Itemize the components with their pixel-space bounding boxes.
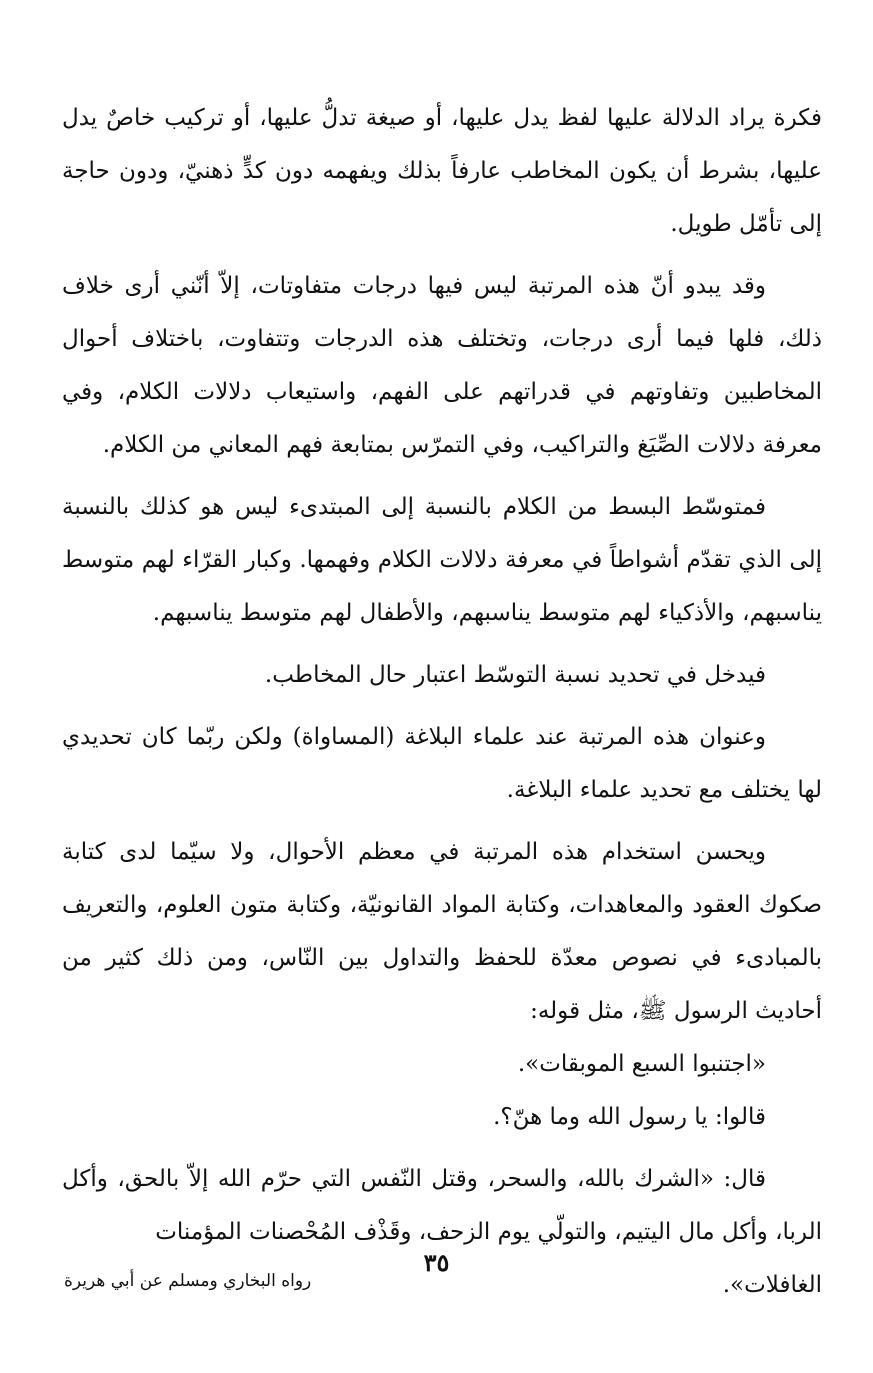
hadith-source-note: رواه البخاري ومسلم عن أبي هريرة xyxy=(64,1271,312,1291)
paragraph-3: فمتوسّط البسط من الكلام بالنسبة إلى المبتدىء ليس هو كذلك بالنسبة إلى الذي تقدّم أشواطاً في معرفة دلالات الكلام وفهمها. وكبار القرّاء لهم متوسط يناسبهم، والأذكياء لهم متوسط يناسبهم، والأطفال لهم متوسط يناسبهم. xyxy=(62,494,822,626)
paragraph-4: فيدخل في تحديد نسبة التوسّط اعتبار حال المخاطب. xyxy=(264,662,766,688)
paragraph-6: ويحسن استخدام هذه المرتبة في معظم الأحوال، ولا سيّما لدى كتابة صكوك العقود والمعاهدات، وكتابة المواد القانونيّة، وكتابة متون العلوم، والتعريف بالمبادىء في نصوص معدّة للحفظ والتداول بين النّاس، ومن ذلك كثير من أحاديث الرسول ﷺ، مثل قوله: xyxy=(62,839,822,1024)
page-body xyxy=(62,92,822,1312)
paragraph-1: فكرة يراد الدلالة عليها لفظ يدل عليها، أو صيغة تدلُّ عليها، أو تركيب خاصٌ يدل عليها، بشرط أن يكون المخاطب عارفاً بذلك ويفهمه دون كدٍّ ذهنيّ، ودون حاجة إلى تأمّل طويل. xyxy=(62,105,822,237)
final-tail: الغافلات». xyxy=(722,1272,822,1298)
paragraph-5: وعنوان هذه المرتبة عند علماء البلاغة (المساواة) ولكن ربّما كان تحديدي لها يختلف مع تحديد علماء البلاغة. xyxy=(62,724,822,803)
page-number: ٣٥ xyxy=(423,1248,450,1277)
final-paragraph: قال: «الشرك بالله، والسحر، وقتل النّفس التي حرّم الله إلاّ بالحق، وأكل الربا، وأكل مال اليتيم، والتولّي يوم الزحف، وقَذْف المُحْصنات المؤمنات xyxy=(62,1166,822,1245)
paragraph-2: وقد يبدو أنّ هذه المرتبة ليس فيها درجات متفاوتات، إلاّ أنّني أرى خلاف ذلك، فلها فيما أرى درجات، وتختلف هذه الدرجات وتتفاوت، باختلاف أحوال المخاطبين وتفاوتهم في قدراتهم على الفهم، واستيعاب دلالات الكلام، وفي معرفة دلالات الصِّيَغ والتراكيب، وفي التمرّس بمتابعة فهم المعاني من الكلام. xyxy=(62,273,822,458)
quote-line-2: قالوا: يا رسول الله وما هنّ؟. xyxy=(493,1104,766,1130)
quote-line-1: «اجتنبوا السبع الموبقات». xyxy=(517,1051,766,1077)
